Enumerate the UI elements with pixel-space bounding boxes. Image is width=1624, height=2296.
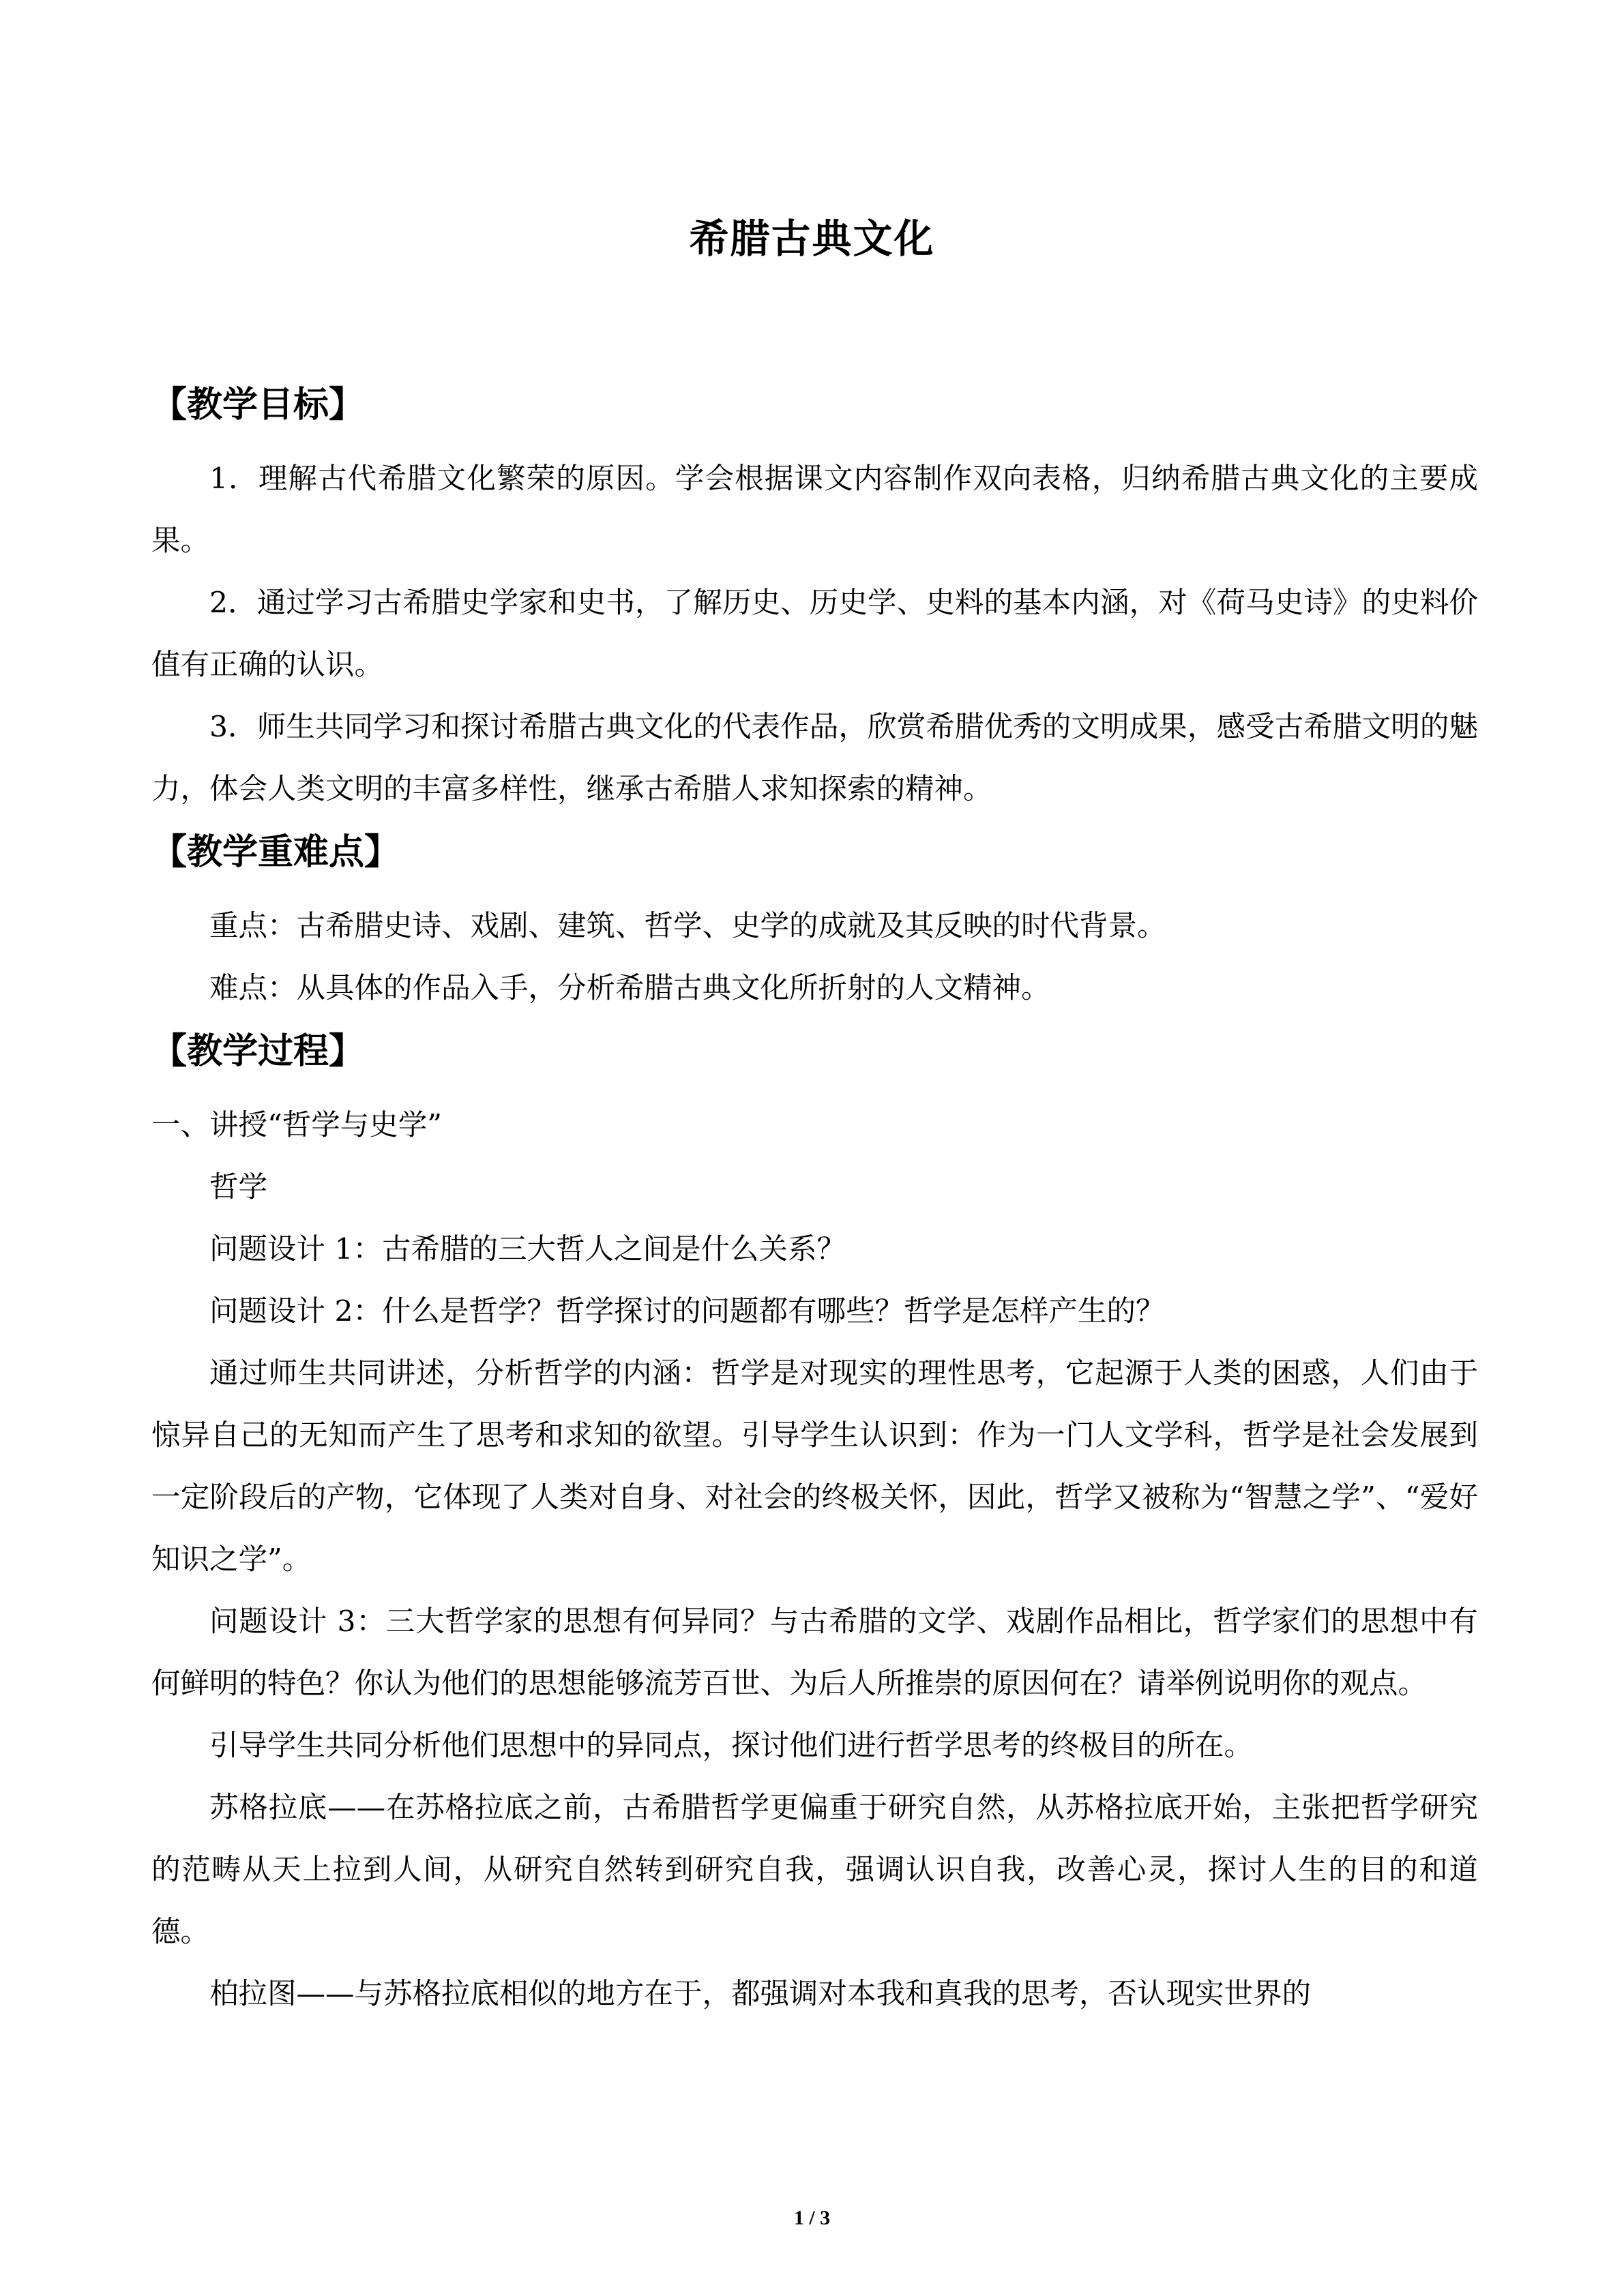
document-body — [151, 378, 1478, 2025]
process-subtitle: 哲学 — [209, 1171, 268, 1204]
paragraph-guide: 引导学生共同分析他们思想中的异同点，探讨他们进行哲学思考的终极目的所在。 — [209, 1729, 1254, 1763]
key-point-difficulty: 难点：从具体的作品入手，分析希腊古典文化所折射的人文精神。 — [209, 972, 1050, 1005]
objective-item-1: 1．理解古代希腊文化繁荣的原因。学会根据课文内容制作双向表格，归纳希腊古典文化的主要成果。 — [151, 462, 1478, 558]
page-title: 希腊古典文化 — [689, 215, 935, 262]
question-1: 问题设计 1：古希腊的三大哲人之间是什么关系？ — [209, 1233, 846, 1266]
section-heading-objectives: 【教学目标】 — [151, 385, 365, 426]
paragraph-plato: 柏拉图——与苏格拉底相似的地方在于，都强调对本我和真我的思考，否认现实世界的 — [209, 1978, 1312, 2011]
objective-item-2: 2．通过学习古希腊史学家和史书，了解历史、历史学、史料的基本内涵，对《荷马史诗》的史料价值有正确的认识。 — [151, 586, 1478, 682]
page-number: 1 / 3 — [793, 2207, 831, 2229]
section-heading-key-points: 【教学重难点】 — [151, 832, 400, 873]
question-2: 问题设计 2：什么是哲学？哲学探讨的问题都有哪些？哲学是怎样产生的？ — [209, 1295, 1165, 1328]
objective-item-3: 3．师生共同学习和探讨希腊古典文化的代表作品，欣赏希腊优秀的文明成果，感受古希腊文明的魅力，体会人类文明的丰富多样性，继承古希腊人求知探索的精神。 — [151, 711, 1478, 806]
section-heading-process: 【教学过程】 — [151, 1031, 365, 1072]
key-point-focus: 重点：古希腊史诗、戏剧、建筑、哲学、史学的成就及其反映的时代背景。 — [209, 910, 1166, 943]
question-3: 问题设计 3：三大哲学家的思想有何异同？与古希腊的文学、戏剧作品相比，哲学家们的思想中有何鲜明的特色？你认为他们的思想能够流芳百世、为后人所推崇的原因何在？请举例说明你的观点。 — [151, 1605, 1478, 1701]
process-part-title: 一、讲授“哲学与史学” — [151, 1109, 442, 1142]
paragraph-socrates: 苏格拉底——在苏格拉底之前，古希腊哲学更偏重于研究自然，从苏格拉底开始，主张把哲学研究的范畴从天上拉到人间，从研究自然转到研究自我，强调认识自我，改善心灵，探讨人生的目的和道德。 — [151, 1791, 1478, 1949]
paragraph-philosophy: 通过师生共同讲述，分析哲学的内涵：哲学是对现实的理性思考，它起源于人类的困惑，人们由于惊异自己的无知而产生了思考和求知的欲望。引导学生认识到：作为一门人文学科，哲学是社会发展到一定阶段后的产物，它体现了人类对自身、对社会的终极关怀，因此，哲学又被称为“智慧之学”、“爱好知识之学”。 — [151, 1357, 1478, 1577]
